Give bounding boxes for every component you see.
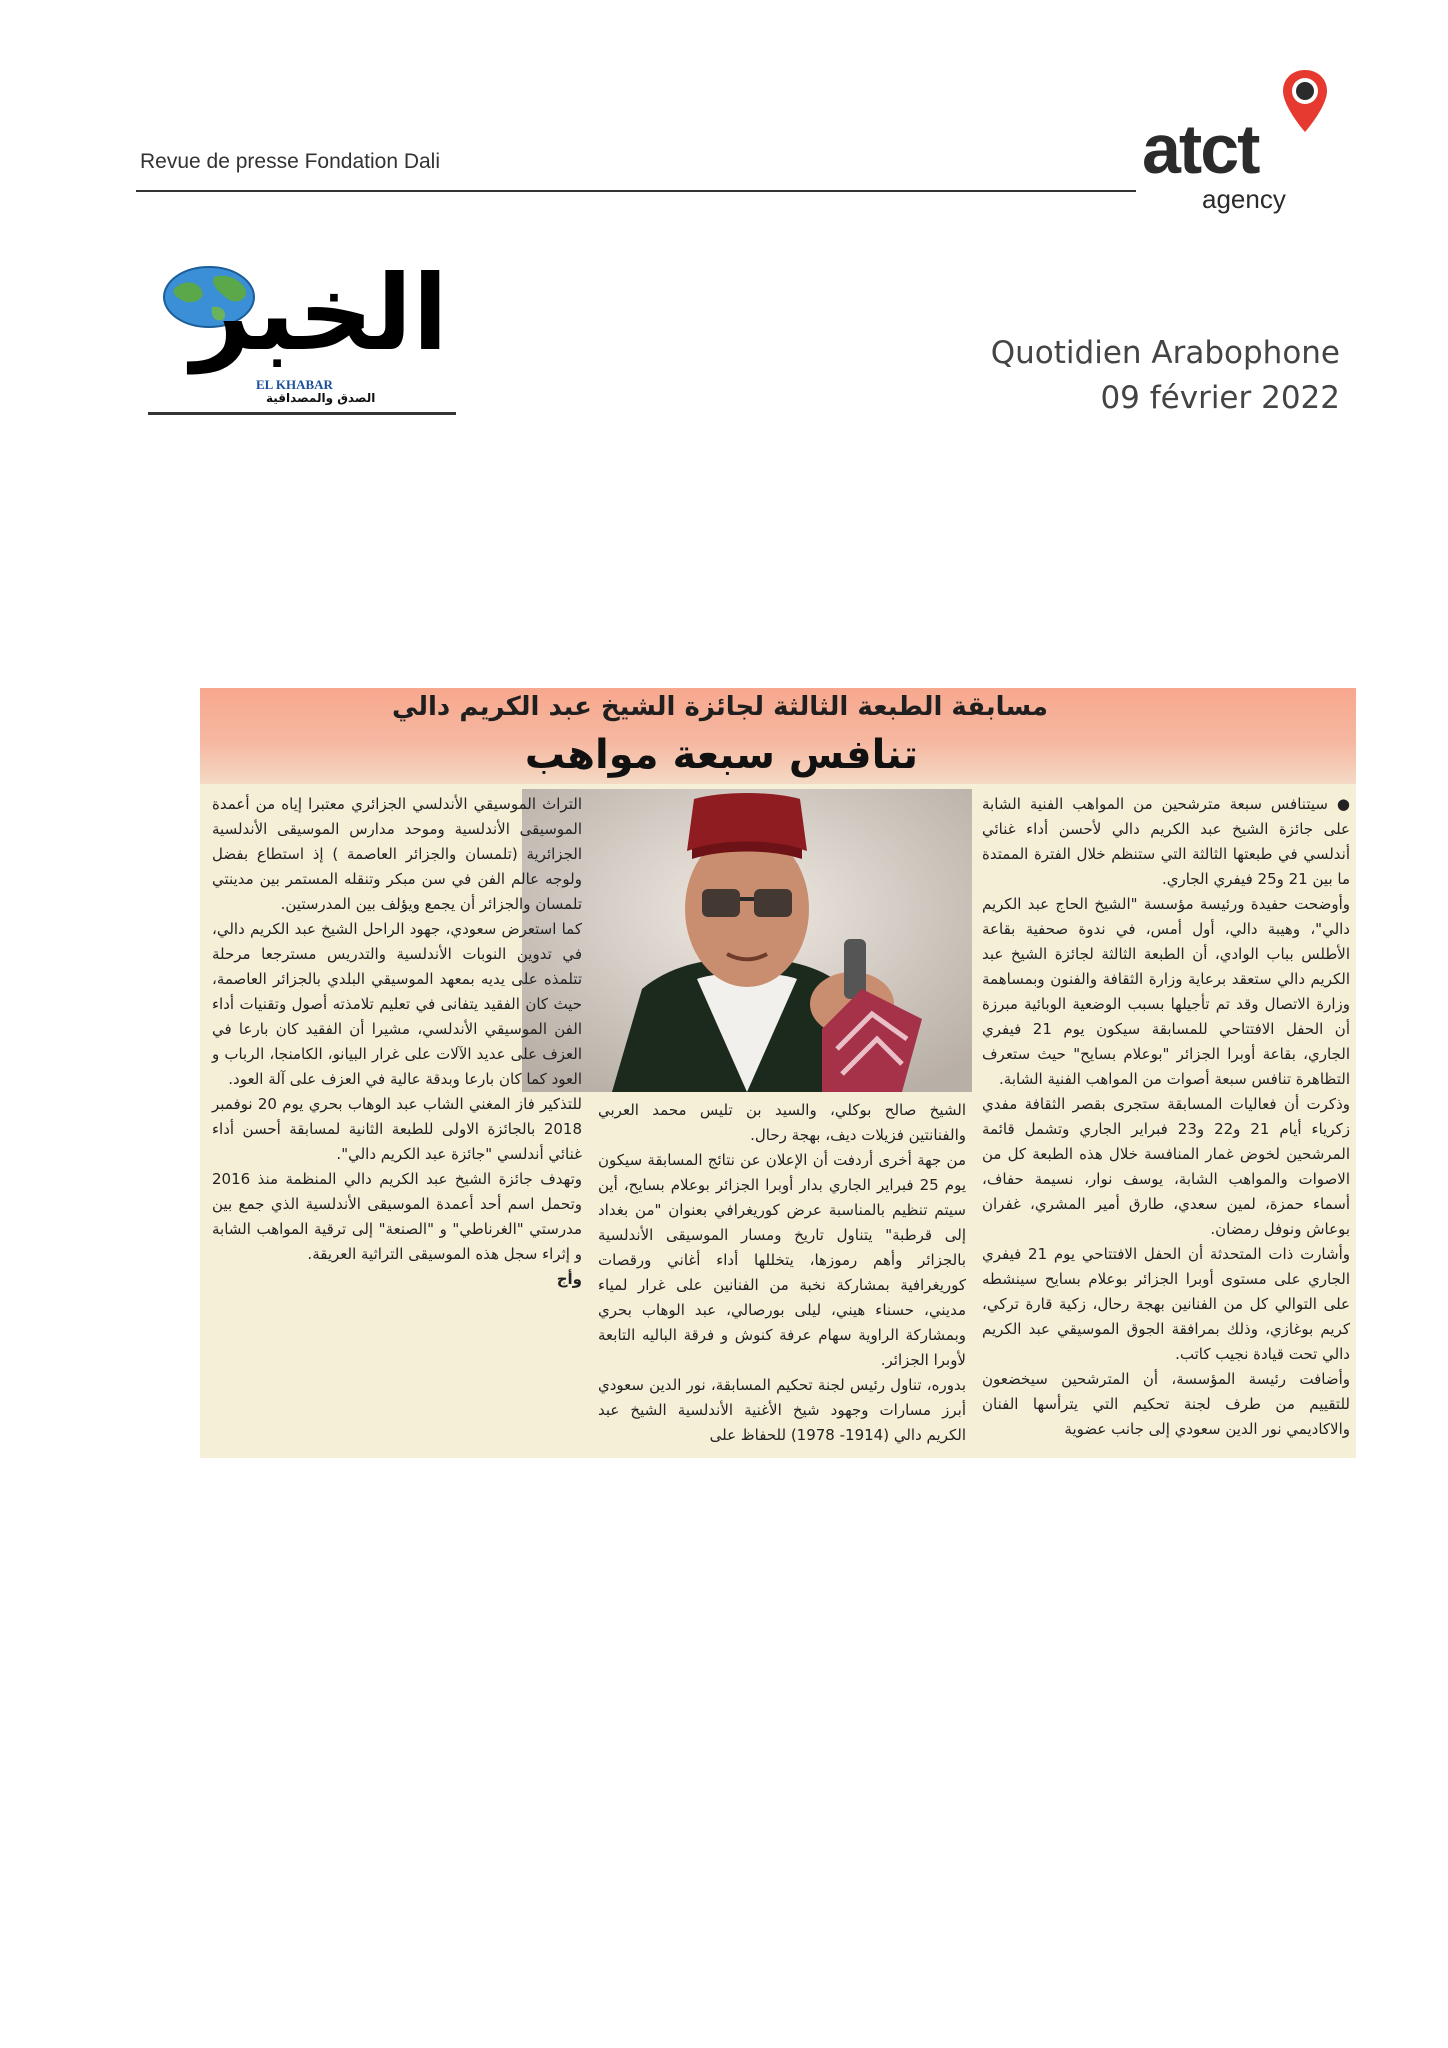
atct-agency-logo [1140, 62, 1340, 222]
article-kicker: مسابقة الطبعة الثالثة لجائزة الشيخ عبد الكريم دالي [391, 692, 1048, 722]
article-column-middle [598, 1098, 966, 1448]
article-column-right [982, 792, 1350, 1442]
article-credit: وأج [556, 1270, 582, 1288]
publication-type: Quotidien Arabophone [990, 335, 1340, 371]
article-paragraph: ● سيتنافس سبعة مترشحين من المواهب الفنية الشابة على جائزة الشيخ عبد الكريم دالي لأحسن أداء غنائي أندلسي في طبعتها الثالثة التي ستنظم خلال الفترة الممتدة ما بين 21 و25 فيفري الجاري. [982, 795, 1350, 888]
article-banner [200, 688, 1356, 784]
publication-date: 09 février 2022 [1100, 380, 1340, 416]
el-khabar-logo [148, 252, 456, 415]
portrait-photo [522, 789, 972, 1092]
logo-arabic-wordmark: الخبر [191, 252, 448, 374]
article-paragraph: للتذكير فاز المغني الشاب عبد الوهاب بحري يوم 20 نوفمبر 2018 بالجائزة الاولى للطبعة الثانية لمسابقة أحسن أداء غنائي أندلسي "جائزة عبد الكريم دالي". [212, 1095, 582, 1163]
article-paragraph: وأضافت رئيسة المؤسسة، أن المترشحين سيخضعون للتقييم من طرف لجنة تحكيم التي يترأسها الفنان والاكاديمي نور الدين سعودي إلى جانب عضوية [982, 1370, 1350, 1438]
header-divider [136, 190, 1136, 192]
article-paragraph: وتهدف جائزة الشيخ عبد الكريم دالي المنظمة منذ 2016 وتحمل اسم أحد أعمدة الموسيقى الأندلسية الذي جمع بين مدرستي "الغرناطي" و "الصنعة" إلى ترقية المواهب الشابة و إثراء سجل هذه الموسيقى التراثية العريقة. [212, 1170, 582, 1263]
article-paragraph: التراث الموسيقي الأندلسي الجزائري معتبرا إياه من أعمدة الموسيقى الأندلسية وموحد مدارس الموسيقى الأندلسية الجزائرية (تلمسان والجزائر العاصمة ) إذ استطاع بفضل ولوجه عالم الفن في سن مبكر وتنقله المستمر بين مدينتي تلمسان والجزائر أن يجمع ويؤلف بين المدرستين. [212, 795, 582, 913]
article-headline: تنافس سبعة مواهب [524, 732, 918, 778]
logo-latin-wordmark: EL KHABAR [256, 377, 333, 392]
atct-wordmark: atct [1142, 110, 1259, 188]
atct-agency-label: agency [1202, 184, 1286, 214]
article-column-left [212, 792, 582, 1292]
article-paragraph: من جهة أخرى أردفت أن الإعلان عن نتائج المسابقة سيكون يوم 25 فبراير الجاري بدار أوبرا الجزائر بوعلام بسايح، أين سيتم تنظيم بالمناسبة عرض كوريغرافي بعنوان "من بغداد إلى قرطبة" يتناول تاريخ ومسار الموسيقى الأندلسية بالجزائر وأهم رموزها، يتخللها أداء أغاني ورقصات كوريغرافية بمشاركة نخبة من الفنانين على غرار لمياء مديني، حسناء هيني، ليلى بورصالي، عبد الوهاب بحري وبمشاركة الراوية سهام عرفة كنوش و فرقة الباليه التابعة لأوبرا الجزائر. [598, 1151, 966, 1369]
article-paragraph: وأوضحت حفيدة ورئيسة مؤسسة "الشيخ الحاج عبد الكريم دالي"، وهيبة دالي، أول أمس، في ندوة صحفية بقاعة الأطلس بباب الوادي، أن الطبعة الثالثة لجائزة الشيخ عبد الكريم دالي ستعقد برعاية وزارة الثقافة والفنون وبمساهمة وزارة الاتصال وقد تم تأجيلها بسبب الوضعية الوبائية مبرزة أن الحفل الافتتاحي للمسابقة سيكون يوم 21 فيفري الجاري، بقاعة أوبرا الجزائر "بوعلام بسايح" حيث ستعرف التظاهرة تنافس سبعة أصوات من المواهب الفنية الشابة. [982, 895, 1350, 1088]
press-review-title: Revue de presse Fondation Dali [140, 150, 441, 173]
article-paragraph: بدوره، تناول رئيس لجنة تحكيم المسابقة، نور الدين سعودي أبرز مسارات وجهود شيخ الأغنية الأندلسية الشيخ عبد الكريم دالي (1914- 1978) للحفاظ على [598, 1376, 966, 1444]
article-clipping [200, 688, 1356, 1458]
location-pin-icon [1280, 68, 1330, 134]
article-paragraph: الشيخ صالح بوكلي، والسيد بن تليس محمد العربي والفنانتين فزيلات ديف، بهجة رحال. [598, 1101, 966, 1144]
portrait-illustration [522, 789, 972, 1092]
article-paragraph: كما استعرض سعودي، جهود الراحل الشيخ عبد الكريم دالي، في تدوين النوبات الأندلسية والتدريس مسترجعا مرحلة تتلمذه على يديه بمعهد الموسيقي البلدي بالجزائر العاصمة، حيث كان الفقيد يتفانى في تعليم تلامذته أصول وتقنيات أداء الفن الموسيقي الأندلسي، مشيرا أن الفقيد كان بارعا في العزف على عديد الآلات على غرار البيانو، الكامنجا، الرباب و العود كما كان بارعا وبدقة عالية في العزف على آلة العود. [212, 920, 582, 1088]
article-paragraph: وأشارت ذات المتحدثة أن الحفل الافتتاحي يوم 21 فيفري الجاري على مستوى أوبرا الجزائر بوعلام بسايح سينشطه على التوالي كل من الفنانين بهجة رحال، زكية قارة تركي، كريم بوغازي، وذلك بمرافقة الجوق الموسيقي عبد الكريم دالي تحت قيادة نجيب كاتب. [982, 1245, 1350, 1363]
logo-tagline: الصدق والمصداقية [266, 391, 376, 405]
article-paragraph: وذكرت أن فعاليات المسابقة ستجرى بقصر الثقافة مفدي زكرياء أيام 21 و22 و23 فبراير الجاري وتشمل قائمة المرشحين لخوض غمار المنافسة خلال هذه الطبعة كل من الاصوات والمواهب الشابة، يوسف نوار، نسيمة حفاف، أسماء حمزة، لمين سعدي، طارق أمير المشري، غفران بوعاش ونوفل رمضان. [982, 1095, 1350, 1238]
